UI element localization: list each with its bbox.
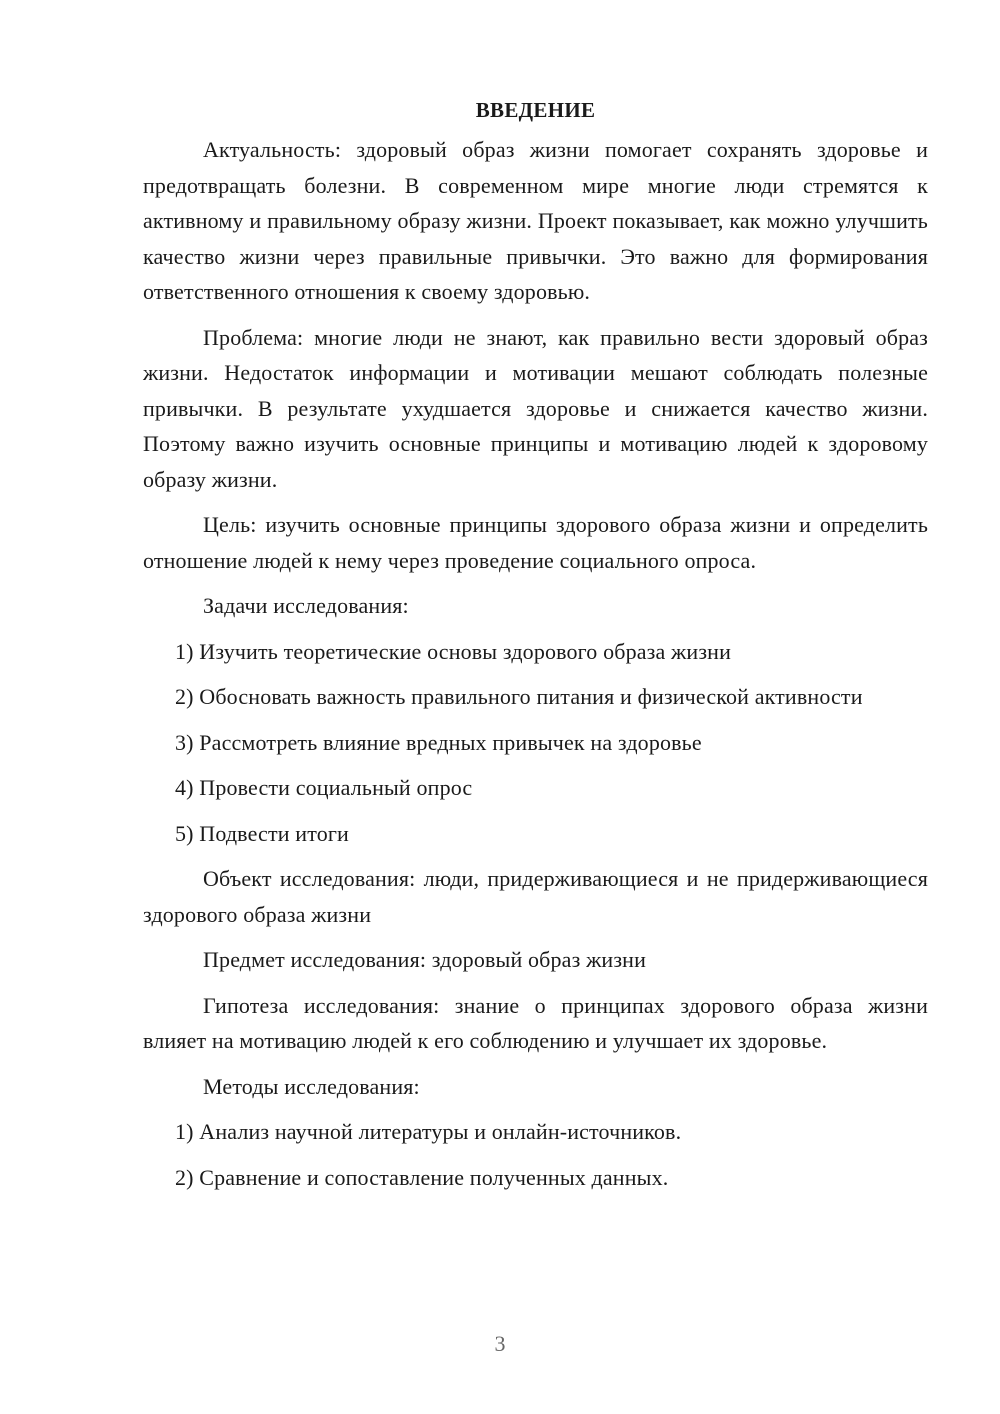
methods-heading: Методы исследования: bbox=[203, 1073, 420, 1099]
goal-paragraph: Цель: изучить основные принципы здорового образа жизни и определить отношение людей к нему через проведение социального опроса. bbox=[143, 512, 928, 573]
relevance-paragraph: Актуальность: здоровый образ жизни помогает сохранять здоровье и предотвращать болезни. В современном мире многие люди стремятся к активному и правильному образу жизни. Проект показывает, как можно улучшить качество жизни через правильные привычки. Это важно для формирования ответственного отношения к своему здоровью. bbox=[143, 137, 928, 304]
task-item-4: 4) Провести социальный опрос bbox=[175, 775, 473, 800]
task-item-2: 2) Обосновать важность правильного питания и физической активности bbox=[175, 684, 863, 709]
subject-paragraph: Предмет исследования: здоровый образ жизни bbox=[203, 947, 647, 972]
problem-paragraph: Проблема: многие люди не знают, как правильно вести здоровый образ жизни. Недостаток информации и мотивации мешают соблюдать полезные привычки. В результате ухудшается здоровье и снижается качество жизни. Поэтому важно изучить основные принципы и мотивацию людей к здоровому образу жизни. bbox=[143, 324, 928, 492]
tasks-heading: Задачи исследования: bbox=[203, 593, 409, 618]
task-item-1: 1) Изучить теоретические основы здорового образа жизни bbox=[175, 638, 732, 664]
page-number: 3 bbox=[494, 1331, 506, 1356]
task-item-5: 5) Подвести итоги bbox=[175, 820, 349, 846]
object-paragraph: Объект исследования: люди, придерживающиеся и не придерживающиеся здорового образа жизни bbox=[143, 866, 928, 927]
hypothesis-paragraph: Гипотеза исследования: знание о принципах здорового образа жизни влияет на мотивацию людей к его соблюдению и улучшает их здоровье. bbox=[143, 992, 928, 1053]
method-item-1: 1) Анализ научной литературы и онлайн-источников. bbox=[175, 1119, 682, 1144]
section-title: ВВЕДЕНИЕ bbox=[475, 98, 596, 122]
document-page bbox=[143, 92, 928, 1205]
task-item-3: 3) Рассмотреть влияние вредных привычек на здоровье bbox=[175, 729, 702, 755]
method-item-2: 2) Сравнение и сопоставление полученных данных. bbox=[175, 1164, 669, 1190]
